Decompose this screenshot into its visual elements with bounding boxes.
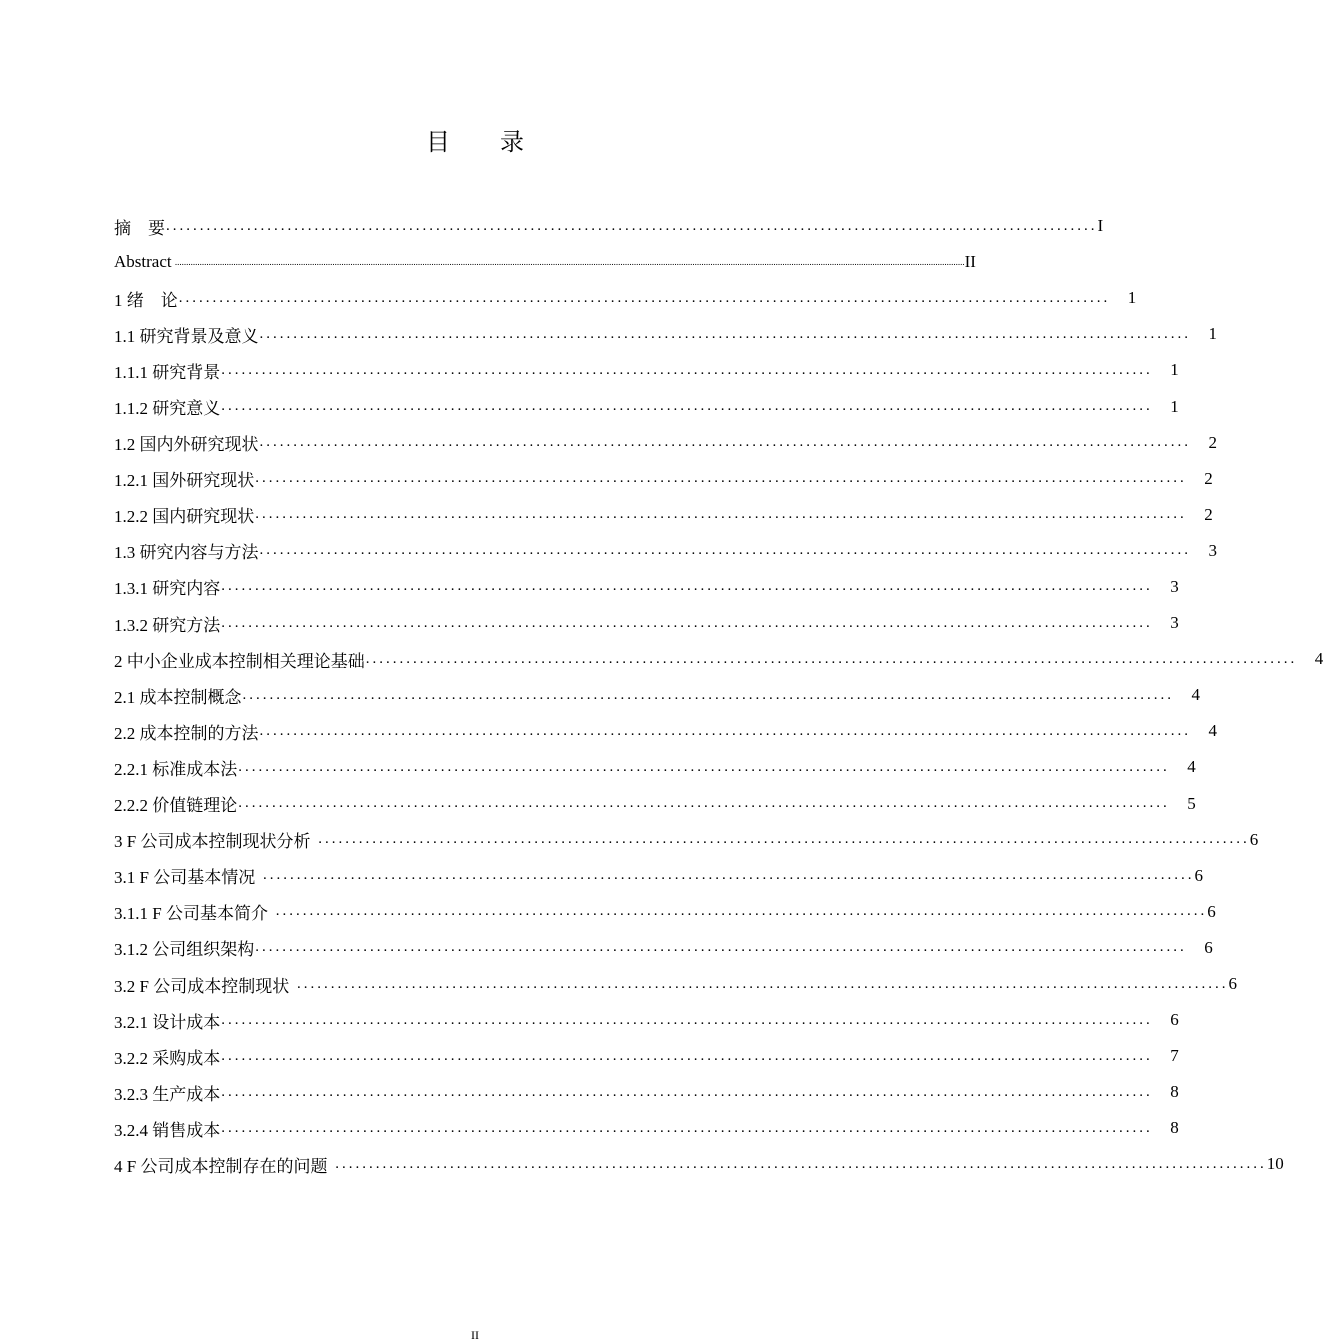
toc-entry-label: 1.3 研究内容与方法 bbox=[114, 543, 259, 563]
dot-leader: .......................................................................................................................................... bbox=[255, 470, 1187, 487]
toc-entry-label: 1 绪 论 bbox=[114, 290, 178, 310]
toc-entry[interactable] bbox=[114, 786, 1196, 822]
toc-entry-label: 3.2.4 销售成本 bbox=[114, 1120, 221, 1140]
dot-leader: .......................................................................................................................................... bbox=[221, 398, 1153, 415]
toc-entry-label: 1.3.1 研究内容 bbox=[114, 579, 221, 599]
dot-leader: .......................................................................................................................................... bbox=[259, 542, 1191, 559]
toc-entry-label: 2.2.2 价值链理论 bbox=[114, 796, 238, 816]
toc-entry[interactable] bbox=[114, 858, 1203, 894]
toc-entry-label: 3.1 F 公司基本情况 bbox=[114, 868, 256, 888]
toc-entry[interactable] bbox=[114, 497, 1213, 533]
toc-entry-page: 6 bbox=[1228, 974, 1237, 994]
toc-entry[interactable] bbox=[114, 930, 1213, 966]
toc-entry-label: 4 F 公司成本控制存在的问题 bbox=[114, 1156, 328, 1176]
toc-entry-label: 2 中小企业成本控制相关理论基础 bbox=[114, 651, 365, 671]
dot-leader: .......................................................................................................................................... bbox=[259, 722, 1191, 739]
toc-entry[interactable] bbox=[114, 1038, 1179, 1074]
page-number: II bbox=[471, 1328, 479, 1342]
toc-entry[interactable] bbox=[114, 1002, 1179, 1038]
toc-entry-label: 2.1 成本控制概念 bbox=[114, 687, 242, 707]
toc-list bbox=[114, 208, 1323, 1183]
toc-entry[interactable] bbox=[114, 1146, 1284, 1182]
toc-entry-page: 7 bbox=[1170, 1046, 1179, 1066]
toc-entry[interactable] bbox=[114, 677, 1200, 713]
dot-leader: .......................................................................................................................................... bbox=[221, 578, 1153, 595]
dot-leader: .......................................................................................................................................... bbox=[221, 1011, 1153, 1028]
toc-entry-label: 1.1 研究背景及意义 bbox=[114, 326, 259, 346]
toc-entry-page: II bbox=[964, 252, 976, 272]
toc-entry-page: I bbox=[1097, 216, 1104, 236]
toc-entry-page: 2 bbox=[1204, 468, 1213, 488]
toc-entry-page: 4 bbox=[1187, 757, 1196, 777]
toc-entry-page: 3 bbox=[1170, 613, 1179, 633]
toc-entry-page: 8 bbox=[1170, 1082, 1179, 1102]
toc-entry-page: 4 bbox=[1191, 685, 1200, 705]
toc-entry[interactable] bbox=[114, 749, 1196, 785]
toc-entry-label: 3.2.2 采购成本 bbox=[114, 1048, 221, 1068]
dot-leader: .......................................................................................................................................... bbox=[221, 1119, 1153, 1136]
toc-entry-label: 1.2.2 国内研究现状 bbox=[114, 507, 255, 527]
toc-entry-page: 1 bbox=[1127, 288, 1137, 308]
dot-leader: .......................................................................................................................................... bbox=[365, 650, 1298, 667]
toc-entry[interactable] bbox=[114, 641, 1323, 677]
toc-entry[interactable] bbox=[114, 1074, 1179, 1110]
dot-leader: .......................................................................................................................................... bbox=[259, 325, 1191, 342]
toc-entry-label: 1.2.1 国外研究现状 bbox=[114, 471, 255, 491]
dot-leader: ............................................................................................................................................................................................................................................................................................................................................................... bbox=[172, 257, 965, 268]
toc-entry-page: 2 bbox=[1204, 504, 1213, 524]
toc-entry-page: 6 bbox=[1194, 865, 1203, 885]
toc-entry[interactable] bbox=[114, 461, 1213, 497]
dot-leader: .......................................................................................................................................... bbox=[238, 758, 1170, 775]
toc-entry[interactable] bbox=[114, 208, 1104, 244]
toc-entry-label: 1.1.1 研究背景 bbox=[114, 362, 221, 382]
toc-entry-label: 3.2.1 设计成本 bbox=[114, 1012, 221, 1032]
toc-entry[interactable] bbox=[114, 316, 1217, 352]
toc-entry-page: 4 bbox=[1208, 721, 1217, 741]
toc-entry[interactable] bbox=[114, 244, 976, 280]
toc-entry-page: 6 bbox=[1170, 1010, 1179, 1030]
toc-entry-label: Abstract bbox=[114, 252, 172, 272]
toc-entry-label: 3.1.1 F 公司基本简介 bbox=[114, 904, 268, 924]
toc-title: 目 录 bbox=[426, 130, 546, 156]
dot-leader: .......................................................................................................................................... bbox=[311, 831, 1250, 848]
toc-entry[interactable] bbox=[114, 533, 1217, 569]
toc-entry[interactable] bbox=[114, 605, 1179, 641]
dot-leader: .......................................................................................................................................... bbox=[221, 1083, 1153, 1100]
toc-entry-page: 1 bbox=[1170, 396, 1179, 416]
dot-leader: .......................................................................................................................................... bbox=[328, 1155, 1267, 1172]
toc-entry[interactable] bbox=[114, 280, 1137, 316]
dot-leader: .......................................................................................................................................... bbox=[259, 434, 1191, 451]
dot-leader: .......................................................................................................................................... bbox=[221, 1047, 1153, 1064]
toc-entry-page: 3 bbox=[1208, 540, 1217, 560]
toc-entry-label: 3 F 公司成本控制现状分析 bbox=[114, 832, 311, 852]
toc-entry-label: 1.1.2 研究意义 bbox=[114, 399, 221, 419]
dot-leader: .......................................................................................................................................... bbox=[221, 614, 1153, 631]
toc-entry-label: 摘 要 bbox=[114, 218, 165, 238]
toc-entry[interactable] bbox=[114, 388, 1179, 424]
toc-entry-page: 6 bbox=[1207, 901, 1216, 921]
toc-entry[interactable] bbox=[114, 1110, 1179, 1146]
toc-entry-page: 3 bbox=[1170, 576, 1179, 596]
toc-entry[interactable] bbox=[114, 425, 1217, 461]
dot-leader: .......................................................................................................................................... bbox=[268, 903, 1208, 920]
toc-entry[interactable] bbox=[114, 894, 1216, 930]
toc-entry-label: 3.1.2 公司组织架构 bbox=[114, 940, 255, 960]
dot-leader: .......................................................................................................................................... bbox=[242, 686, 1174, 703]
toc-entry-label: 3.2.3 生产成本 bbox=[114, 1084, 221, 1104]
dot-leader: .......................................................................................................................................... bbox=[290, 975, 1229, 992]
dot-leader: .......................................................................................................................................... bbox=[166, 217, 1098, 234]
toc-entry-page: 6 bbox=[1204, 937, 1213, 957]
toc-entry-page: 10 bbox=[1266, 1154, 1284, 1174]
toc-entry-page: 6 bbox=[1249, 829, 1259, 849]
dot-leader: .......................................................................................................................................... bbox=[256, 867, 1195, 884]
toc-entry-label: 2.2 成本控制的方法 bbox=[114, 723, 259, 743]
dot-leader: .......................................................................................................................................... bbox=[178, 289, 1111, 306]
dot-leader: .......................................................................................................................................... bbox=[238, 795, 1170, 812]
toc-entry[interactable] bbox=[114, 352, 1179, 388]
toc-entry[interactable] bbox=[114, 822, 1259, 858]
dot-leader: .......................................................................................................................................... bbox=[255, 939, 1187, 956]
toc-entry-page: 4 bbox=[1314, 649, 1323, 669]
toc-entry-label: 1.2 国内外研究现状 bbox=[114, 435, 259, 455]
toc-entry-page: 8 bbox=[1170, 1118, 1179, 1138]
toc-entry-page: 1 bbox=[1170, 360, 1179, 380]
toc-entry[interactable] bbox=[114, 713, 1217, 749]
toc-entry[interactable] bbox=[114, 966, 1237, 1002]
toc-entry-page: 1 bbox=[1208, 324, 1217, 344]
toc-entry[interactable] bbox=[114, 569, 1179, 605]
toc-entry-page: 5 bbox=[1187, 793, 1196, 813]
dot-leader: .......................................................................................................................................... bbox=[221, 361, 1153, 378]
toc-entry-label: 2.2.1 标准成本法 bbox=[114, 759, 238, 779]
toc-entry-label: 3.2 F 公司成本控制现状 bbox=[114, 976, 290, 996]
toc-entry-label: 1.3.2 研究方法 bbox=[114, 615, 221, 635]
dot-leader: .......................................................................................................................................... bbox=[255, 506, 1187, 523]
toc-entry-page: 2 bbox=[1208, 432, 1217, 452]
